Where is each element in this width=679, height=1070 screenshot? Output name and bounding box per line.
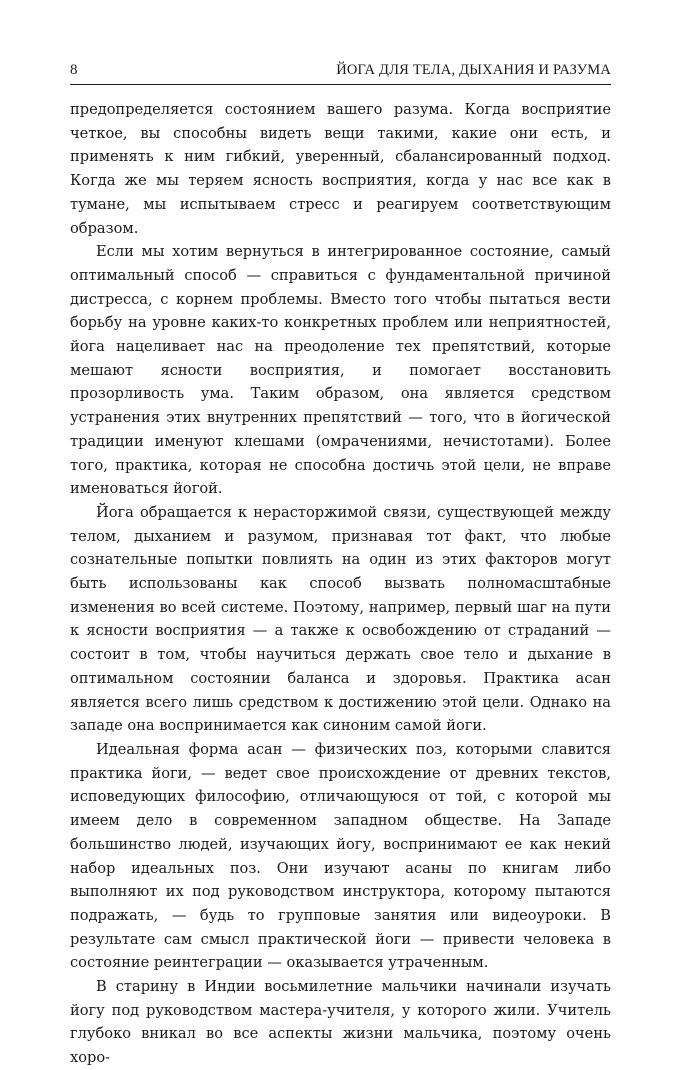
paragraph-continuation: предопределяется состоянием вашего разума. Когда восприятие четкое, вы способны видеть вещи такими, какие они есть, и применять к ним гибкий, уверенный, сбалансированный подход. Когда же мы теряем ясность восприятия, когда у нас все как в тумане, мы испытываем стресс и реагируем соответствующим образом. [70,101,611,237]
paragraph: Идеальная форма асан — физических поз, которыми славится практика йоги, — ведет свое происхождение от древних текстов, исповедующих философию, отличающуюся от той, с которой мы имеем дело в современном западном обществе. На Западе большинство людей, изучающих йогу, воспринимают ее как некий набор идеальных поз. Они изучают асаны по книгам либо выполняют их под руководством инструктора, которому пытаются подражать, — будь то групповые занятия или видеоуроки. В результате сам смысл практической йоги — привести человека в состояние реинтеграции — оказывается утраченным. [70,740,611,972]
page-header [70,60,611,85]
paragraph: В старину в Индии восьмилетние мальчики начинали изучать йогу под руководством мастера-учителя, у которого жили. Учитель глубоко вникал во все аспекты жизни мальчика, поэтому очень хоро- [70,978,611,1067]
page-number: 8 [70,62,78,78]
body-text [70,98,611,1070]
paragraph: Йога обращается к нерасторжимой связи, существующей между телом, дыханием и разумом, признавая тот факт, что любые сознательные попытки повлиять на один из этих факторов могут быть использованы как способ вызвать полномасштабные изменения во всей системе. Поэтому, например, первый шаг на пути к ясности восприятия — а также к освобождению от страданий — состоит в том, чтобы научиться держать свое тело и дыхание в оптимальном состоянии баланса и здоровья. Практика асан является всего лишь средством к достижению этой цели. Однако на западе она воспринимается как синоним самой йоги. [70,503,611,735]
running-title: ЙОГА ДЛЯ ТЕЛА, ДЫХАНИЯ И РАЗУМА [336,62,611,78]
paragraph: Если мы хотим вернуться в интегрированное состояние, самый оптимальный способ — справиться с фундаментальной причиной дистресса, с корнем проблемы. Вместо того чтобы пытаться вести борьбу на уровне каких-то конкретных проблем или неприятностей, йога нацеливает нас на преодоление тех препятствий, которые мешают ясности восприятия, и помогает восстановить прозорливость ума. Таким образом, она является средством устранения этих внутренних препятствий — того, что в йогической традиции именуют клешами (омрачениями, нечистотами). Более того, практика, которая не способна достичь этой цели, не вправе именоваться йогой. [70,243,611,498]
